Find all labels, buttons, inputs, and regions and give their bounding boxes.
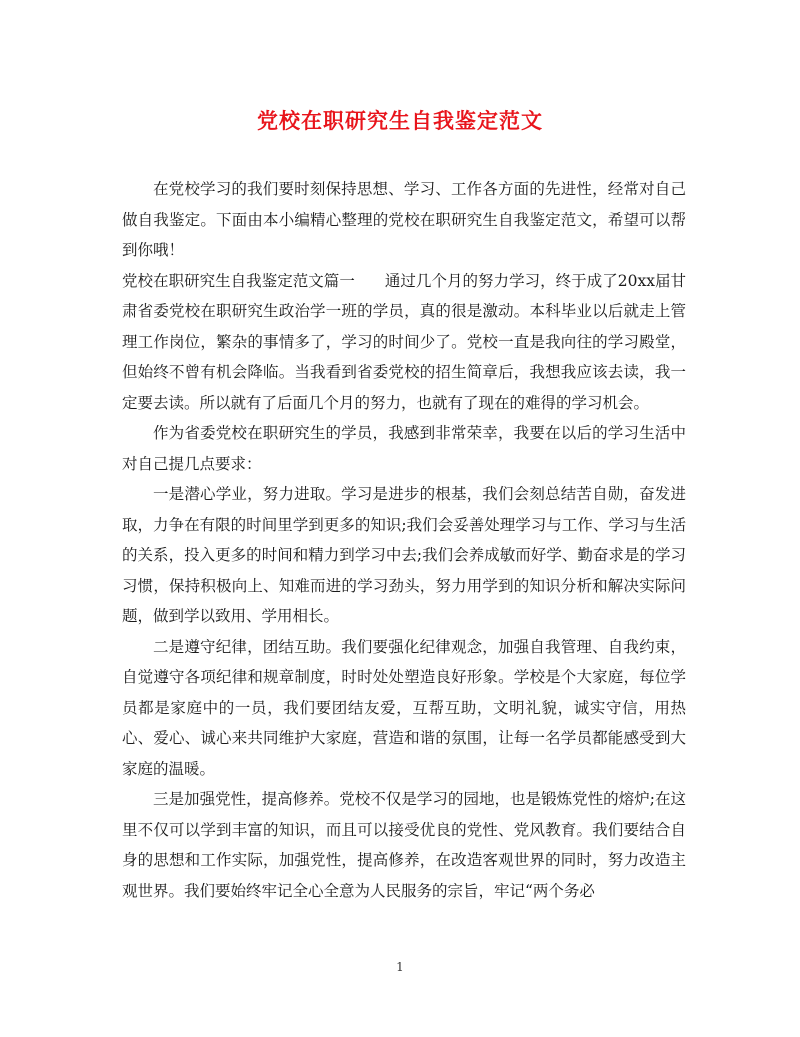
section-one-paragraph [122,266,686,419]
section-first-paragraph-text: 通过几个月的努力学习，终于成了20xx届甘肃省委党校在职研究生政治学一班的学员，真的很是激动。本科毕业以后就走上管理工作岗位，繁杂的事情多了，学习的时间少了。党校一直是我向往的学习殿堂，但始终不曾有机会降临。当我看到省委党校的招生简章后，我想我应该去读，我一定要去读。所以就有了后面几个月的努力，也就有了现在的难得的学习机会。 [122,271,686,412]
document-body [122,174,686,906]
intro-paragraph: 在党校学习的我们要时刻保持思想、学习、工作各方面的先进性，经常对自己做自我鉴定。下面由本小编精心整理的党校在职研究生自我鉴定范文，希望可以帮到你哦！ [122,180,686,259]
paragraph-point-one: 一是潜心学业，努力进取。学习是进步的根基，我们会刻总结苦自勋，奋发进取，力争在有限的时间里学到更多的知识;我们会妥善处理学习与工作、学习与生活的关系，投入更多的时间和精力到学习中去;我们会养成敏而好学、勤奋求是的学习习惯，保持积极向上、知难而进的学习劲头，努力用学到的知识分析和解决实际问题，做到学以致用、学用相长。 [122,485,686,625]
paragraph-requirements-intro: 作为省委党校在职研究生的学员，我感到非常荣幸，我要在以后的学习生活中对自己提几点要求： [122,424,686,473]
section-heading: 党校在职研究生自我鉴定范文篇一 [122,271,355,290]
paragraph-point-three: 三是加强党性，提高修养。党校不仅是学习的园地，也是锻炼党性的熔炉;在这里不仅可以学到丰富的知识，而且可以接受优良的党性、党风教育。我们要结合自身的思想和工作实际，加强党性，提高修养，在改造客观世界的同时，努力改造主观世界。我们要始终牢记全心全意为人民服务的宗旨，牢记“两个务必 [122,790,686,900]
paragraph-point-two: 二是遵守纪律，团结互助。我们要强化纪律观念，加强自我管理、自我约束，自觉遵守各项纪律和规章制度，时时处处塑造良好形象。学校是个大家庭，每位学员都是家庭中的一员，我们要团结友爱，互帮互助，文明礼貌，诚实守信，用热心、爱心、诚心来共同维护大家庭，营造和谐的氛围，让每一名学员都能感受到大家庭的温暖。 [122,637,686,778]
page-number: 1 [396,960,404,974]
document-title: 党校在职研究生自我鉴定范文 [257,108,543,133]
